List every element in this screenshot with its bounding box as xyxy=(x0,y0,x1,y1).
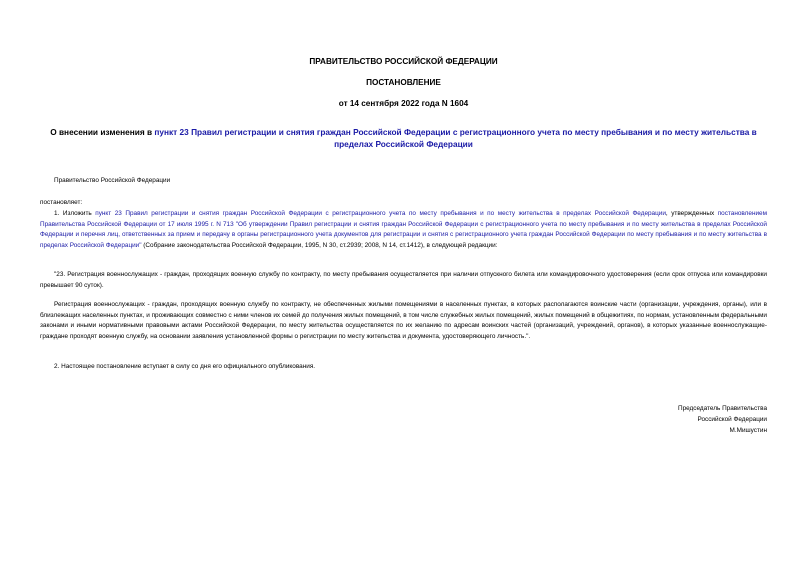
paragraph-1-start: 1. Изложить xyxy=(54,210,96,217)
title-prefix: О внесении изменения в xyxy=(50,127,155,137)
resolution-713-link[interactable]: постановлением Правительства Российской Федерации от 17 июля 1995 г. N 713 "Об утверждении Правил регистрации и снятия граждан Российской Федерации с регистрационного учета по месту пребывания и по месту жительства в пределах Российской Федерации и перечня лиц, ответственных за прием и передачу в органы регистрационного учета документов для регистрации и снятия с регистрационного учета граждан Российской Федерации по месту пребывания и по месту жительства в пределах Российской Федерации" xyxy=(40,210,767,249)
document-title xyxy=(40,126,767,150)
paragraph-1-end: (Собрание законодательства Российской Федерации, 1995, N 30, ст.2939; 2008, N 14, ст.1412), в следующей редакции: xyxy=(141,241,498,249)
paragraph-2: 2. Настоящее постановление вступает в силу со дня его официального опубликования. xyxy=(54,363,316,370)
signature-position: Председатель Правительства xyxy=(678,405,767,412)
government-heading: ПРАВИТЕЛЬСТВО РОССИЙСКОЙ ФЕДЕРАЦИИ xyxy=(309,57,498,66)
rules-point-23-link[interactable]: пункт 23 Правил регистрации и снятия граждан Российской Федерации с регистрационного учета по месту пребывания и по месту жительства в пределах Российской Федерации xyxy=(95,210,666,217)
paragraph-1 xyxy=(40,209,767,251)
quote-paragraph-1: "23. Регистрация военнослужащих - граждан, проходящих военную службу по контракту, по месту пребывания осуществляется при наличии отпускного билета или командировочного удостоверения (если срок отпуска или командировки превышает 90 суток). xyxy=(40,271,767,289)
title-link[interactable]: пункт 23 Правил регистрации и снятия граждан Российской Федерации с регистрационного учета по месту пребывания и по месту жительства в пределах Российской Федерации xyxy=(154,127,757,149)
signature-name: М.Мишустин xyxy=(729,426,767,434)
signature-organization: Российской Федерации xyxy=(697,415,767,423)
intro-text: Правительство Российской Федерации xyxy=(54,177,171,184)
document-type: ПОСТАНОВЛЕНИЕ xyxy=(366,78,441,87)
decrees-text: постановляет: xyxy=(40,199,83,206)
document-date-number: от 14 сентября 2022 года N 1604 xyxy=(338,99,469,108)
quote-paragraph-2: Регистрация военнослужащих - граждан, проходящих военную службу по контракту, не обеспеченных жилыми помещениями в населенных пунктах, в которых располагаются воинские части (организации, учреждения, органы), или в близлежащих населенных пунктах, и проживающих совместно с ними членов их семей до получения жилых помещений, в том числе служебных жилых помещений, жилых помещений в общежитиях, по нормам, установленным федеральными законами и иными нормативными правовыми актами Российской Федерации, по месту жительства осуществляется по их желанию по адресам воинских частей (организаций, учреждений, органов), в которых указанные военнослужащие-граждане проходят военную службу, на основании заявления установленной формы о регистрации по месту жительства и документа, удостоверяющего личность.". xyxy=(40,301,767,340)
signature-block xyxy=(567,404,767,436)
paragraph-1-mid: , утвержденных xyxy=(665,210,718,217)
